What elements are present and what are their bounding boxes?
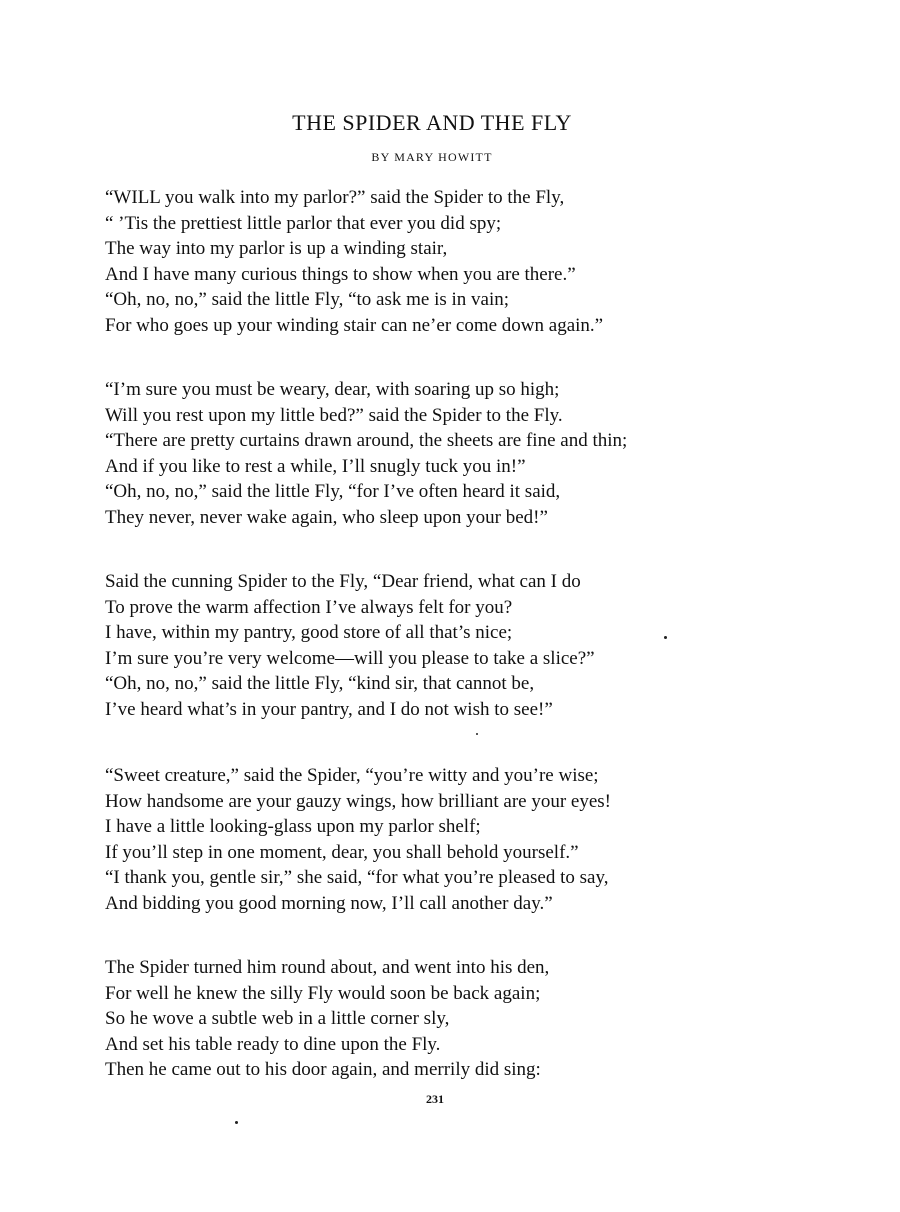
verse-line: Then he came out to his door again, and merrily did sing:: [105, 1059, 541, 1080]
verse-line: The way into my parlor is up a winding stair,: [105, 238, 448, 259]
verse-line: How handsome are your gauzy wings, how brilliant are your eyes!: [105, 790, 611, 812]
verse-line: I’m sure you’re very welcome—will you please to take a slice?”: [105, 647, 595, 669]
verse-line: I have, within my pantry, good store of all that’s nice;: [105, 622, 513, 643]
verse-line: The Spider turned him round about, and went into his den,: [105, 957, 550, 978]
author-byline: BY MARY HOWITT: [371, 150, 493, 164]
verse-line: And set his table ready to dine upon the Fly.: [105, 1033, 441, 1055]
stanza-3: [105, 569, 885, 722]
verse-line: For who goes up your winding stair can ne’er come down again.”: [105, 314, 604, 336]
stanza-4: [105, 763, 885, 916]
verse-line: If you’ll step in one moment, dear, you shall behold yourself.”: [105, 841, 579, 863]
verse-line: Will you rest upon my little bed?” said the Spider to the Fly.: [105, 404, 563, 426]
print-speck: [235, 1121, 238, 1124]
print-speck: [664, 636, 667, 639]
page-number: 231: [426, 1092, 444, 1106]
verse-line: “ ’Tis the prettiest little parlor that ever you did spy;: [105, 212, 502, 234]
verse-line: “Sweet creature,” said the Spider, “you’re witty and you’re wise;: [105, 765, 599, 786]
verse-line: “Oh, no, no,” said the little Fly, “for I’ve often heard it said,: [105, 481, 561, 502]
poem-title: THE SPIDER AND THE FLY: [292, 110, 572, 135]
verse-line: And bidding you good morning now, I’ll call another day.”: [105, 892, 553, 914]
verse-line: And I have many curious things to show when you are there.”: [105, 263, 576, 285]
stanza-1: [105, 185, 885, 338]
verse-line: “Oh, no, no,” said the little Fly, “to ask me is in vain;: [105, 289, 510, 310]
verse-line: “Oh, no, no,” said the little Fly, “kind sir, that cannot be,: [105, 673, 535, 694]
verse-line: For well he knew the silly Fly would soon be back again;: [105, 982, 541, 1004]
verse-line: “I thank you, gentle sir,” she said, “for what you’re pleased to say,: [105, 867, 609, 888]
verse-line: They never, never wake again, who sleep upon your bed!”: [105, 506, 548, 528]
verse-line: “I’m sure you must be weary, dear, with soaring up so high;: [105, 379, 560, 400]
verse-line: To prove the warm affection I’ve always felt for you?: [105, 596, 513, 618]
stanza-2: [105, 377, 885, 530]
stanza-5: [105, 955, 885, 1083]
verse-line: “There are pretty curtains drawn around, the sheets are fine and thin;: [105, 430, 628, 451]
verse-line: “WILL you walk into my parlor?” said the Spider to the Fly,: [105, 187, 565, 208]
verse-line: Said the cunning Spider to the Fly, “Dear friend, what can I do: [105, 571, 581, 592]
print-speck: [476, 733, 478, 735]
verse-line: So he wove a subtle web in a little corner sly,: [105, 1008, 450, 1029]
verse-line: I’ve heard what’s in your pantry, and I do not wish to see!”: [105, 698, 553, 720]
verse-line: I have a little looking-glass upon my parlor shelf;: [105, 816, 481, 837]
verse-line: And if you like to rest a while, I’ll snugly tuck you in!”: [105, 455, 526, 477]
